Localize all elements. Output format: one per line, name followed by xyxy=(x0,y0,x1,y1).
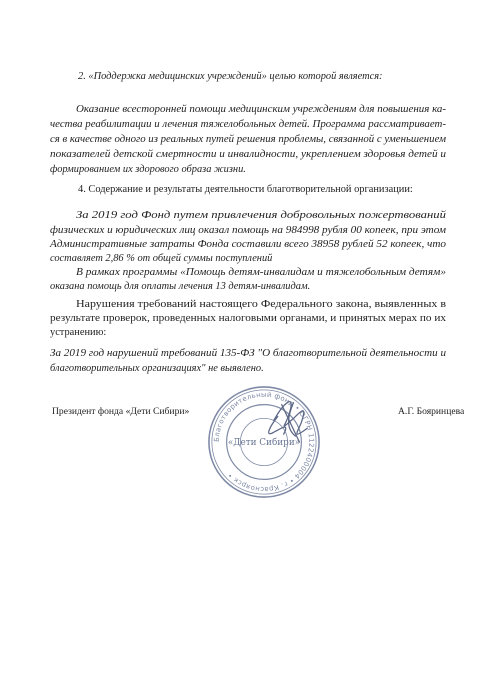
section-2-line-5: формированием их здорового образа жизни. xyxy=(50,164,246,175)
section-4-line-3: Административные затраты Фонда составили всего 38958 рублей 52 копеек, что xyxy=(50,239,447,250)
conclusion-line-1: За 2019 год нарушений требований 135-ФЗ "О благотворительной деятельности и xyxy=(50,348,447,359)
seal-center-text: «Дети Сибири» xyxy=(227,437,301,448)
conclusion-line-2: благотворительных организациях" не выявлено. xyxy=(50,363,264,374)
signatory-name: А.Г. Бояринцева xyxy=(398,406,465,417)
violations-line-3: устранению: xyxy=(50,327,107,338)
violations-line-2: результате проверок, проведенных налоговыми органами, и принятых мерах по их xyxy=(50,313,446,324)
section-4-line-4: составляет 2,86 % от общей суммы поступлений xyxy=(50,253,273,264)
section-4-line-2: физических и юридических лиц оказал помощь на 984998 рубля 00 копеек, при этом xyxy=(50,225,447,236)
section-2-line-3: ся в качестве одного из реальных путей решения проблемы, связанной с уменьшением xyxy=(50,134,446,145)
section-2-heading: 2. «Поддержка медицинских учреждений» целью которой является: xyxy=(78,71,383,82)
section-2-line-4: показателей детской смертности и инвалидности, укреплением здоровья детей и xyxy=(50,149,447,160)
handwritten-signature xyxy=(269,402,308,442)
section-2-line-1: Оказание всесторонней помощи медицинским учреждениям для повышения ка- xyxy=(76,104,447,115)
section-4-line-5: В рамках программы «Помощь детям-инвалидам и тяжелобольным детям» xyxy=(76,267,446,278)
section-4-line-6: оказана помощь для оплаты лечения 13 детям-инвалидам. xyxy=(50,281,311,292)
section-2-line-2: чества реабилитации и лечения тяжелобольных детей. Программа рассматривает- xyxy=(50,119,446,130)
section-4-heading: 4. Содержание и результаты деятельности благотворительной организации: xyxy=(78,184,413,195)
violations-line-1: Нарушения требований настоящего Федерального закона, выявленных в xyxy=(76,299,447,310)
organization-seal xyxy=(205,383,323,501)
seal-ring-text: Благотворительный фонд • ОГРН 1122400004 • г. Красноярск • xyxy=(212,390,316,494)
section-4-line-1: За 2019 год Фонд путем привлечения добровольных пожертвований xyxy=(76,210,447,221)
signatory-position: Президент фонда «Дети Сибири» xyxy=(52,406,190,417)
